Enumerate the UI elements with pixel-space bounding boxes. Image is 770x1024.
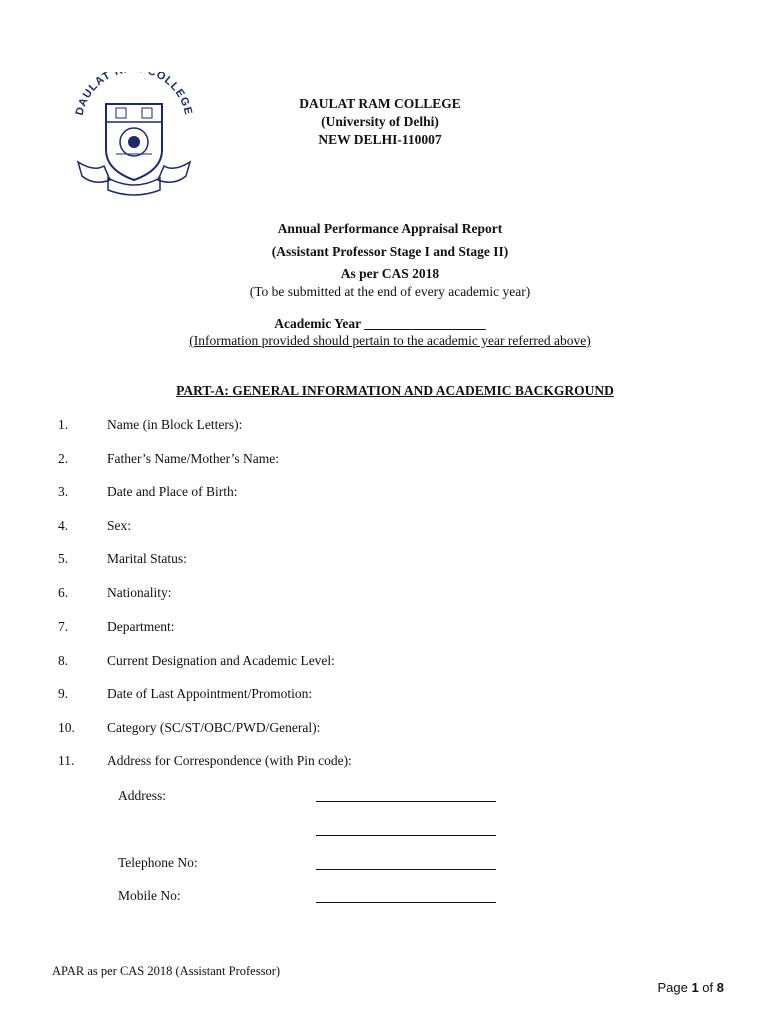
field-nationality: Nationality: [107,585,172,600]
telephone-line[interactable] [316,869,496,870]
mobile-line[interactable] [316,902,496,903]
svg-text:DAULAT RAM COLLEGE [74,72,195,117]
field-category: Category (SC/ST/OBC/PWD/General): [107,720,321,735]
item-number: 9. [58,686,69,701]
page-current: 1 [691,980,699,995]
page-prefix: Page [657,980,692,995]
field-sex: Sex: [107,518,132,533]
academic-year-field: Academic Year __________________ [274,316,486,331]
academic-year-note: (Information provided should pertain to the academic year referred above) [189,333,591,348]
item-number: 1. [58,417,69,432]
item-number: 7. [58,619,69,634]
page-mid: of [698,980,717,995]
address-line-2[interactable] [316,835,496,836]
college-name: DAULAT RAM COLLEGE [299,96,461,111]
item-number: 2. [58,451,69,466]
address-label: Address: [118,788,166,803]
field-last-appointment: Date of Last Appointment/Promotion: [107,686,313,701]
report-title: Annual Performance Appraisal Report [277,221,503,236]
field-department: Department: [107,619,175,634]
page-number [657,980,724,995]
item-number: 10. [58,720,75,735]
item-number: 6. [58,585,69,600]
mobile-label: Mobile No: [118,888,181,903]
item-number: 11. [58,753,75,768]
university-name: (University of Delhi) [321,114,439,129]
item-number: 8. [58,653,69,668]
logo-arc-text: DAULAT COLLEGE [73,72,195,117]
report-subtitle: (Assistant Professor Stage I and Stage II) [271,244,509,259]
field-birth: Date and Place of Birth: [107,484,238,499]
item-number: 5. [58,551,69,566]
report-cas: As per CAS 2018 [340,266,440,281]
address-line-1[interactable] [316,801,496,802]
field-parent-name: Father’s Name/Mother’s Name: [107,451,279,466]
field-marital-status: Marital Status: [107,551,187,566]
item-number: 3. [58,484,69,499]
page-total: 8 [716,980,724,995]
field-designation: Current Designation and Academic Level: [107,653,335,668]
field-address-correspondence: Address for Correspondence (with Pin code): [107,753,352,768]
telephone-label: Telephone No: [118,855,198,870]
item-number: 4. [58,518,69,533]
part-a-heading: PART-A: GENERAL INFORMATION AND ACADEMIC BACKGROUND [176,383,614,398]
footer-text: APAR as per CAS 2018 (Assistant Professor) [52,964,281,978]
submission-note: (To be submitted at the end of every academic year) [249,284,531,299]
college-city: NEW DELHI-110007 [318,132,442,147]
field-name: Name (in Block Letters): [107,417,243,432]
